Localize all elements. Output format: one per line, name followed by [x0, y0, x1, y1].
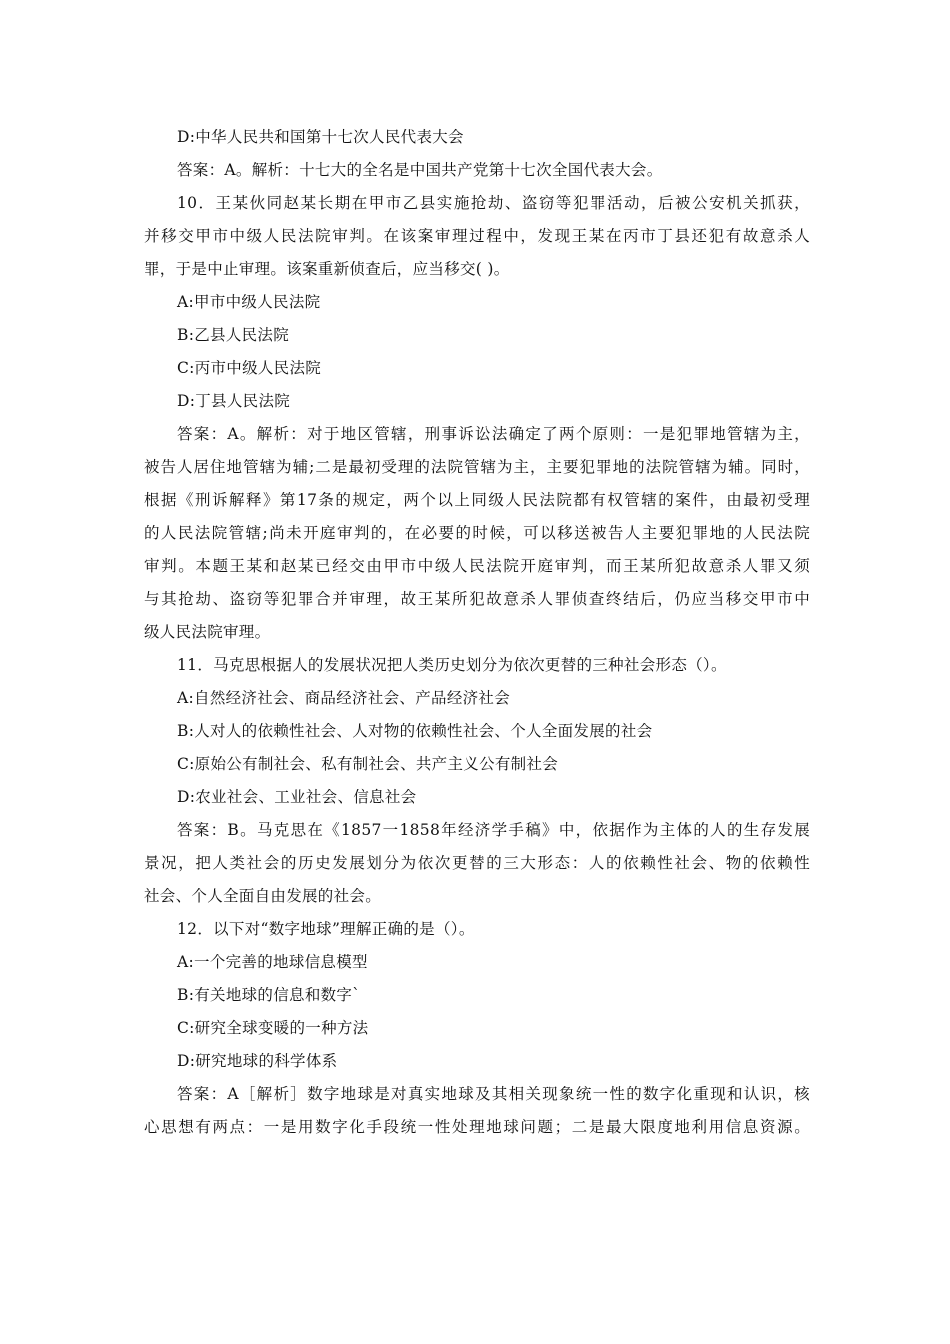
answer-line: 答案：A。解析：对于地区管辖，刑事诉讼法确定了两个原则：一是犯罪地管辖为主，	[177, 425, 810, 443]
answer-line: 答案：A。解析：十七大的全名是中国共产党第十七次全国代表大会。	[177, 161, 663, 179]
question-12-line: 12．以下对“数字地球”理解正确的是（）。	[177, 920, 475, 938]
option-line: B:有关地球的信息和数字`	[177, 986, 361, 1004]
option-line: B:人对人的依赖性社会、人对物的依赖性社会、个人全面发展的社会	[177, 722, 653, 740]
document-body	[144, 121, 810, 1144]
option-line: B:乙县人民法院	[177, 326, 290, 344]
answer-line: 被告人居住地管辖为辅;二是最初受理的法院管辖为主，主要犯罪地的法院管辖为辅。同时，	[144, 458, 810, 476]
option-line: C:原始公有制社会、私有制社会、共产主义公有制社会	[177, 755, 559, 773]
option-line: A:一个完善的地球信息模型	[177, 953, 368, 971]
question-10-line: 10．王某伙同赵某长期在甲市乙县实施抢劫、盗窃等犯罪活动，后被公安机关抓获，	[177, 194, 810, 212]
option-line: A:自然经济社会、商品经济社会、产品经济社会	[177, 689, 511, 707]
option-line: C:研究全球变暖的一种方法	[177, 1019, 369, 1037]
answer-line: 心思想有两点：一是用数字化手段统一性处理地球问题；二是最大限度地利用信息资源。	[144, 1118, 810, 1136]
answer-line: 的人民法院管辖;尚未开庭审判的，在必要的时候，可以移送被告人主要犯罪地的人民法院	[144, 524, 810, 542]
answer-line: 根据《刑诉解释》第17条的规定，两个以上同级人民法院都有权管辖的案件，由最初受理	[144, 491, 810, 509]
answer-line: 答案：B。马克思在《1857一1858年经济学手稿》中，依据作为主体的人的生存发展	[177, 821, 810, 839]
option-line: D:丁县人民法院	[177, 392, 291, 410]
question-10-line: 罪，于是中止审理。该案重新侦查后，应当移交( )。	[144, 260, 510, 278]
option-line: C:丙市中级人民法院	[177, 359, 322, 377]
answer-line: 社会、个人全面自由发展的社会。	[144, 887, 382, 905]
option-line: A:甲市中级人民法院	[177, 293, 321, 311]
option-line: D:中华人民共和国第十七次人民代表大会	[177, 128, 464, 146]
question-11-line: 11．马克思根据人的发展状况把人类历史划分为依次更替的三种社会形态（）。	[177, 656, 727, 674]
answer-line: 级人民法院审理。	[144, 623, 271, 641]
question-10-line: 并移交甲市中级人民法院审判。在该案审理过程中，发现王某在丙市丁县还犯有故意杀人	[144, 227, 810, 245]
option-line: D:研究地球的科学体系	[177, 1052, 338, 1070]
option-line: D:农业社会、工业社会、信息社会	[177, 788, 417, 806]
answer-line: 与其抢劫、盗窃等犯罪合并审理，故王某所犯故意杀人罪侦查终结后，仍应当移交甲市中	[144, 590, 810, 608]
answer-line: 答案：A［解析］数字地球是对真实地球及其相关现象统一性的数字化重现和认识，核	[177, 1085, 810, 1103]
answer-line: 审判。本题王某和赵某已经交由甲市中级人民法院开庭审判，而王某所犯故意杀人罪又须	[144, 557, 810, 575]
answer-line: 景况，把人类社会的历史发展划分为依次更替的三大形态：人的依赖性社会、物的依赖性	[144, 854, 810, 872]
